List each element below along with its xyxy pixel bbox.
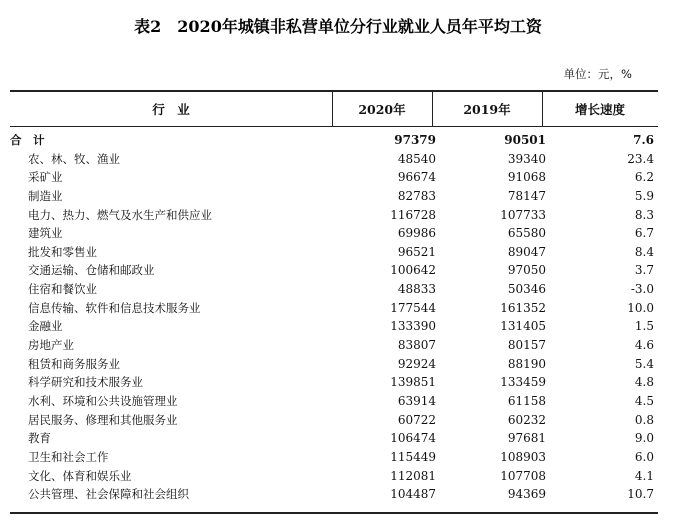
row-name: 批发和零售业: [28, 244, 97, 259]
row-2019: 107708: [500, 468, 546, 483]
header-bottom-rule: [10, 126, 658, 127]
table-row: [10, 187, 658, 206]
row-growth: 3.7: [634, 263, 654, 278]
row-2020: 106474: [390, 431, 436, 446]
row-growth: 10.0: [627, 300, 654, 315]
row-2019: 161352: [500, 300, 546, 315]
table-rows: [10, 150, 658, 504]
row-2020: 96521: [397, 244, 436, 259]
table-row: [10, 299, 658, 318]
table-row: [10, 224, 658, 243]
table-row-total: [10, 131, 658, 150]
row-2019: 97050: [507, 263, 546, 278]
row-name: 水利、环境和公共设施管理业: [28, 393, 178, 408]
row-growth: 0.8: [634, 412, 654, 427]
header-industry: 行 业: [152, 102, 190, 117]
header-2020: 2020年: [358, 102, 406, 117]
row-growth: 4.6: [634, 338, 654, 353]
row-2020: 112081: [390, 468, 436, 483]
header-2019: 2019年: [463, 102, 511, 117]
row-2020: 60722: [397, 412, 436, 427]
table-row: [10, 168, 658, 187]
row-growth: 4.8: [634, 375, 654, 390]
row-growth: 8.4: [634, 244, 654, 259]
row-2020: 48833: [397, 282, 436, 297]
table-row: [10, 429, 658, 448]
table-row: [10, 355, 658, 374]
row-growth: 23.4: [627, 151, 654, 166]
row-growth: 5.4: [634, 356, 654, 371]
row-growth: 4.5: [634, 393, 654, 408]
row-2020: 96674: [397, 170, 436, 185]
table-top-rule: [10, 90, 658, 92]
row-name: 金融业: [28, 319, 63, 334]
row-name: 住宿和餐饮业: [28, 282, 97, 297]
table-row: [10, 280, 658, 299]
row-2020: 177544: [390, 300, 436, 315]
row-growth: 4.1: [634, 468, 654, 483]
row-name: 电力、热力、燃气及水生产和供应业: [28, 207, 212, 222]
row-2020: 83807: [397, 338, 436, 353]
row-growth: 5.9: [634, 188, 654, 203]
row-2019: 80157: [507, 338, 546, 353]
row-2019: 108903: [500, 449, 546, 464]
row-name: 合 计: [10, 133, 45, 147]
row-2019: 60232: [507, 412, 546, 427]
row-2019: 88190: [507, 356, 546, 371]
row-2020: 100642: [390, 263, 436, 278]
table-row: [10, 243, 658, 262]
row-2020: 115449: [390, 449, 436, 464]
row-2020: 139851: [390, 375, 436, 390]
row-name: 农、林、牧、渔业: [28, 151, 120, 166]
row-2019: 107733: [500, 207, 546, 222]
row-2020: 104487: [390, 487, 436, 502]
row-growth: -3.0: [630, 282, 654, 297]
row-2019: 97681: [507, 431, 546, 446]
table-row: [10, 206, 658, 225]
table-row: [10, 448, 658, 467]
row-2019: 50346: [507, 282, 546, 297]
table-row: [10, 392, 658, 411]
row-2019: 61158: [507, 393, 546, 408]
row-2019: 65580: [507, 226, 546, 241]
row-growth: 6.0: [634, 449, 654, 464]
table-row: [10, 261, 658, 280]
row-2019: 133459: [500, 375, 546, 390]
row-2019: 39340: [507, 151, 546, 166]
unit-label: 单位：元，%: [563, 67, 632, 81]
table-row: [10, 150, 658, 169]
row-2019: 94369: [507, 487, 546, 502]
table-body: [10, 131, 658, 504]
row-name: 教育: [28, 431, 51, 446]
row-growth: 7.6: [633, 133, 654, 147]
table-row: [10, 485, 658, 504]
row-2020: 97379: [394, 133, 436, 147]
row-name: 采矿业: [28, 170, 63, 185]
row-name: 科学研究和技术服务业: [28, 375, 143, 390]
table-row: [10, 373, 658, 392]
row-2019: 90501: [504, 133, 546, 147]
row-name: 居民服务、修理和其他服务业: [28, 412, 178, 427]
row-2019: 131405: [500, 319, 546, 334]
row-name: 建筑业: [28, 226, 63, 241]
row-name: 房地产业: [28, 338, 74, 353]
table-bottom-rule: [10, 512, 658, 514]
row-2020: 69986: [397, 226, 436, 241]
table-row: [10, 411, 658, 430]
table-title: 表2 2020年城镇非私营单位分行业就业人员年平均工资: [134, 17, 542, 36]
row-growth: 10.7: [627, 487, 654, 502]
table-row: [10, 336, 658, 355]
row-growth: 8.3: [634, 207, 654, 222]
row-2019: 89047: [507, 244, 546, 259]
row-name: 文化、体育和娱乐业: [28, 468, 132, 483]
row-growth: 9.0: [634, 431, 654, 446]
row-growth: 1.5: [634, 319, 654, 334]
row-growth: 6.7: [634, 226, 654, 241]
row-2020: 63914: [397, 393, 436, 408]
row-name: 交通运输、仓储和邮政业: [28, 263, 155, 278]
row-2020: 48540: [397, 151, 436, 166]
row-name: 卫生和社会工作: [28, 449, 109, 464]
row-2020: 82783: [397, 188, 436, 203]
row-growth: 6.2: [634, 170, 654, 185]
row-2020: 92924: [397, 356, 436, 371]
row-2020: 133390: [390, 319, 436, 334]
table-row: [10, 317, 658, 336]
row-2019: 91068: [507, 170, 546, 185]
row-2019: 78147: [507, 188, 546, 203]
row-name: 信息传输、软件和信息技术服务业: [28, 300, 201, 315]
row-name: 公共管理、社会保障和社会组织: [28, 487, 189, 502]
table-row: [10, 467, 658, 486]
row-2020: 116728: [390, 207, 436, 222]
row-name: 租赁和商务服务业: [28, 356, 120, 371]
header-growth: 增长速度: [574, 102, 625, 117]
row-name: 制造业: [28, 188, 63, 203]
